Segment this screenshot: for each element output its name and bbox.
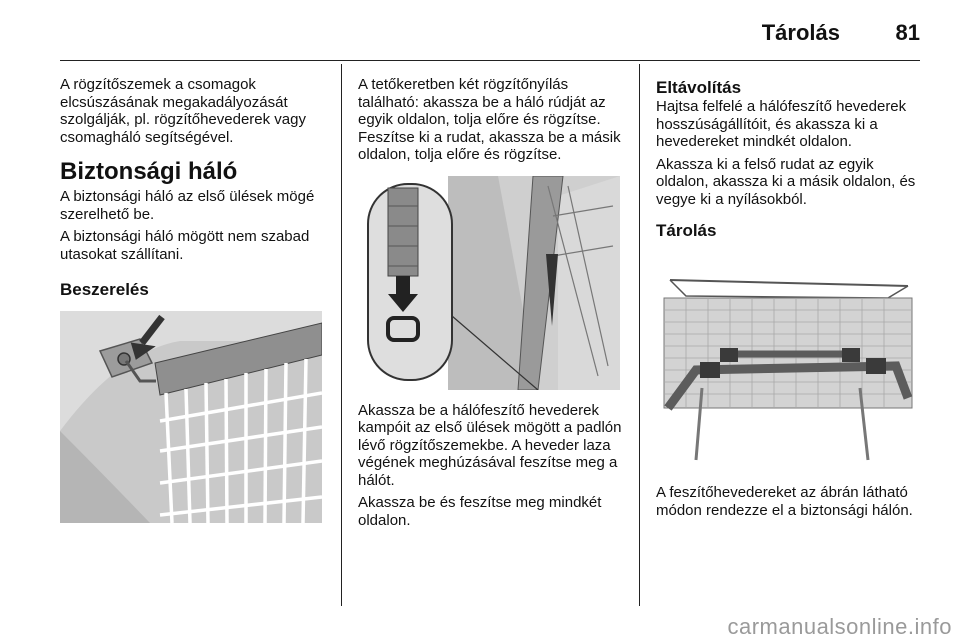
column-1 — [60, 76, 332, 523]
storage-paragraph: A feszítőhevedereket az ábrán látható módon rendezze el a biztonsági hálón. — [656, 484, 913, 519]
column-3 — [656, 76, 922, 524]
safety-net-paragraph-1: A biztonsági háló az első ülések mögé szerelhető be. — [60, 188, 315, 223]
column-2 — [358, 76, 630, 534]
page-number: 81 — [895, 20, 920, 45]
column-divider-1 — [341, 64, 342, 606]
storage-title: Tárolás — [656, 221, 717, 240]
page-header — [60, 18, 920, 58]
installation-figure — [60, 311, 322, 523]
subsection-title-installation: Beszerelés — [60, 280, 149, 299]
section-title-safety-net: Biztonsági háló — [60, 158, 238, 185]
removal-paragraph-1: Hajtsa felfelé a hálófeszítő hevederek hosszúságállítóit, és akassza ki a hevedereket mindkét oldalon. — [656, 98, 907, 150]
installation-paragraph-3: Akassza be és feszítse meg mindkét oldalon. — [358, 494, 602, 529]
storage-figure — [656, 258, 918, 470]
header-rule — [60, 60, 920, 61]
column-divider-2 — [639, 64, 640, 606]
installation-paragraph-1: A tetőkeretben két rögzítőnyílás található: akassza be a háló rúdját az egyik oldalon, tolja előre és rögzítse. Feszítse ki a rudat, akassza be a másik oldalon, tolja előre és rögzítse. — [358, 76, 621, 163]
roof-frame-figure — [358, 176, 620, 390]
installation-paragraph-2: Akassza be a hálófeszítő hevederek kampóit az első ülések mögött a padlón lévő rögzítőszemekbe. A heveder laza végének meghúzásával feszítse meg a hálót. — [358, 401, 622, 489]
removal-paragraph-2: Akassza ki a felső rudat az egyik oldalon, akassza ki a másik oldalon, és vegye ki a nyílásokból. — [656, 155, 916, 208]
removal-title: Eltávolítás — [656, 78, 742, 97]
watermark: carmanualsonline.info — [727, 614, 952, 639]
safety-net-paragraph-2: A biztonsági háló mögött nem szabad utasokat szállítani. — [60, 228, 310, 263]
intro-paragraph: A rögzítőszemek a csomagok elcsúszásának megakadályozását szolgálják, pl. rögzítőhevederek vagy csomagháló segítségével. — [60, 76, 306, 146]
header-title: Tárolás — [761, 20, 840, 45]
